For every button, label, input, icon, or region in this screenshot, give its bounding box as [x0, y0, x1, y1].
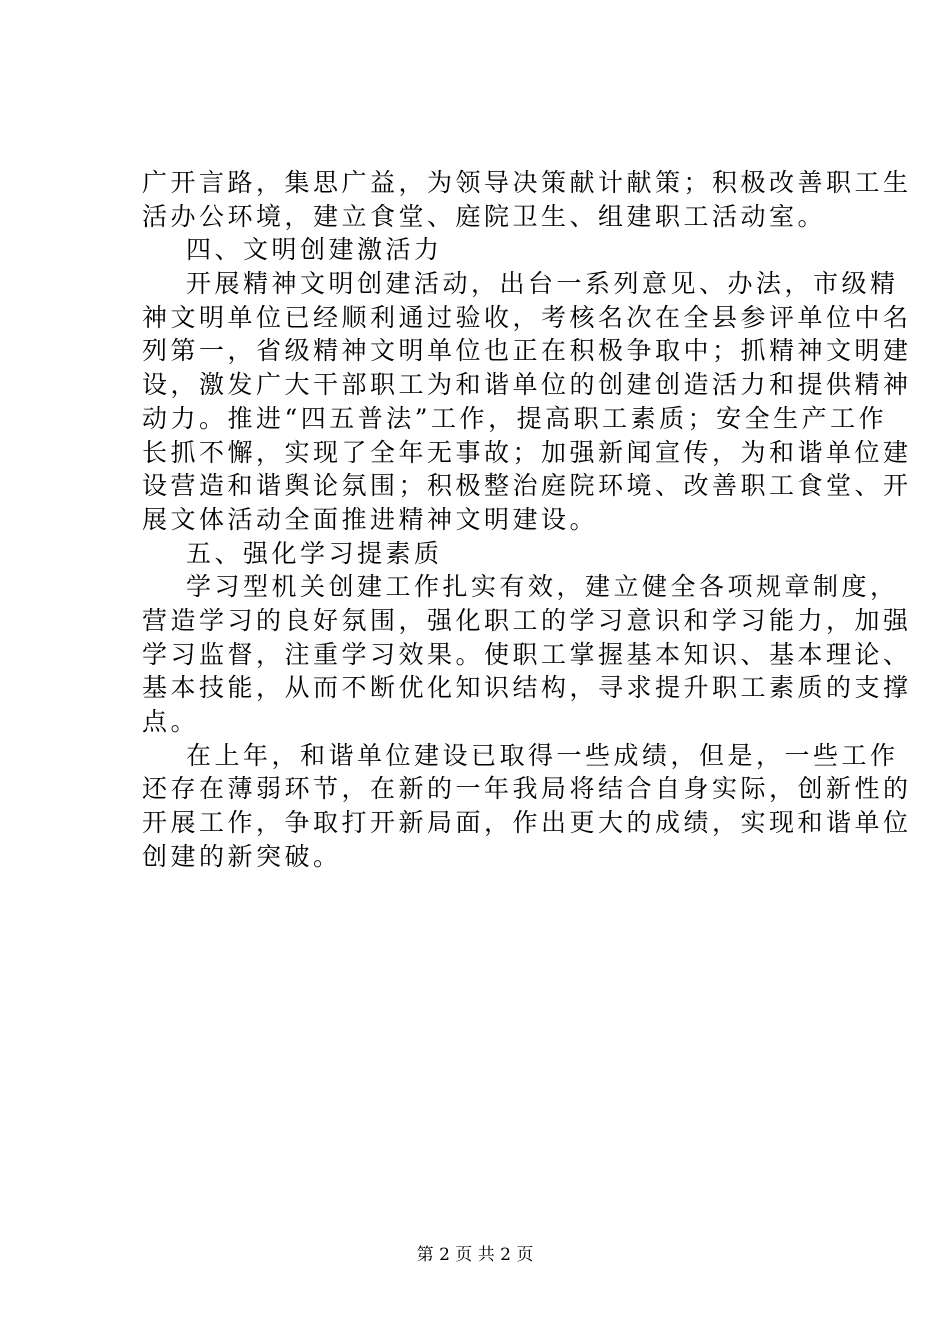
text-line: 动力。推进“四五普法”工作，提高职工素质；安全生产工作	[142, 403, 888, 433]
text-line: 活办公环境，建立食堂、庭院卫生、组建职工活动室。	[142, 201, 827, 231]
text-line: 神文明单位已经顺利通过验收，考核名次在全县参评单位中名	[142, 302, 912, 332]
text-line: 点。	[142, 707, 200, 736]
text-line: 开展精神文明创建活动，出台一系列意见、办法，市级精	[186, 269, 899, 299]
text-line: 广开言路，集思广益，为领导决策献计献策；积极改善职工生	[142, 168, 912, 197]
text-line: 学习型机关创建工作扎实有效，建立健全各项规章制度，	[186, 572, 899, 602]
text-line: 基本技能，从而不断优化知识结构，寻求提升职工素质的支撑	[142, 673, 912, 703]
text-line: 长抓不懈，实现了全年无事故；加强新闻宣传，为和谐单位建	[142, 437, 912, 467]
text-line: 还存在薄弱环节，在新的一年我局将结合自身实际，创新性的	[142, 774, 912, 804]
text-line: 四、文明创建激活力	[186, 235, 443, 265]
text-line: 学习监督，注重学习效果。使职工掌握基本知识、基本理论、	[142, 639, 912, 669]
page-footer: 第 2 页 共 2 页	[416, 1245, 534, 1265]
text-line: 五、强化学习提素质	[186, 538, 443, 568]
text-line: 创建的新突破。	[142, 841, 342, 871]
text-line: 开展工作，争取打开新局面，作出更大的成绩，实现和谐单位	[142, 808, 912, 838]
text-line: 设，激发广大干部职工为和谐单位的创建创造活力和提供精神	[142, 370, 912, 400]
text-line: 在上年，和谐单位建设已取得一些成绩，但是，一些工作	[186, 740, 899, 770]
text-line: 设营造和谐舆论氛围；积极整治庭院环境、改善职工食堂、开	[142, 471, 912, 501]
text-line: 展文体活动全面推进精神文明建设。	[142, 504, 599, 534]
text-line: 列第一，省级精神文明单位也正在积极争取中；抓精神文明建	[142, 336, 912, 366]
document-body	[142, 166, 912, 873]
text-line: 营造学习的良好氛围，强化职工的学习意识和学习能力，加强	[142, 605, 912, 635]
